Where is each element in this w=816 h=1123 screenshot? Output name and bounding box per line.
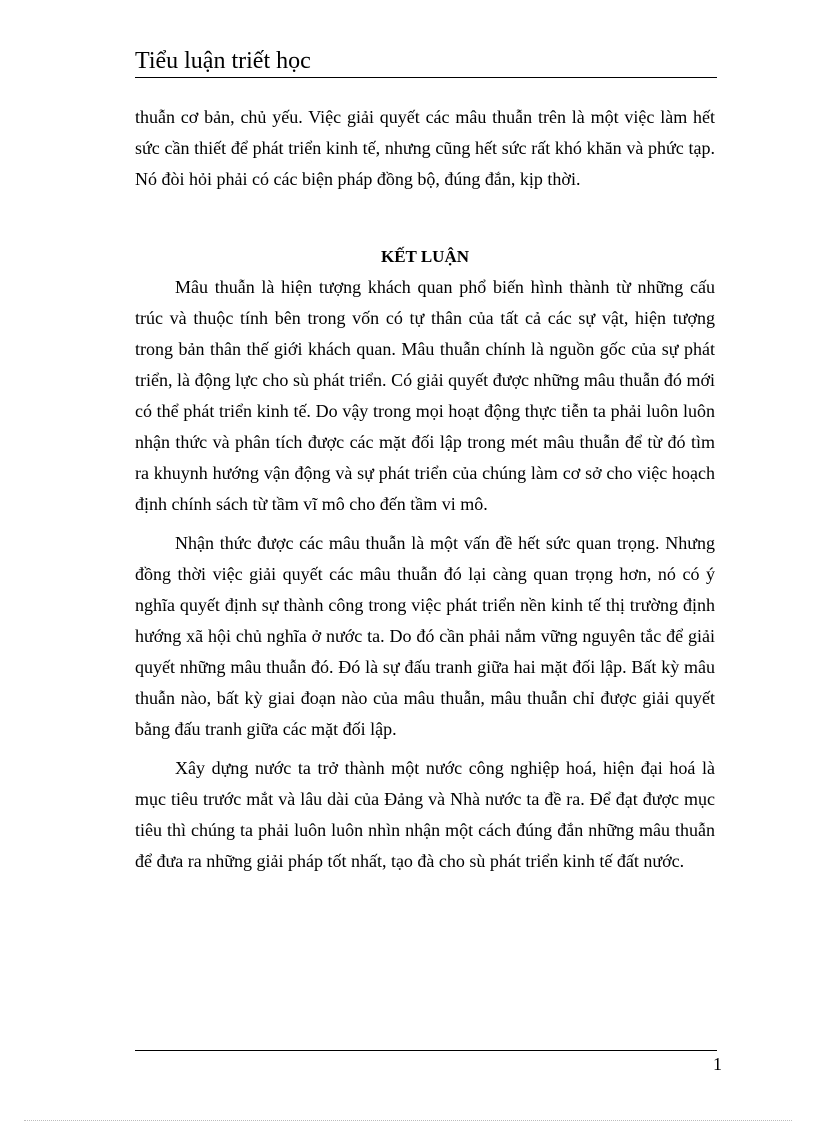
conclusion-paragraph-1: Mâu thuẫn là hiện tượng khách quan phổ biến hình thành từ những cấu trúc và thuộc tính bên trong vốn có tự thân của tất cả các sự vật, hiện tượng trong bản thân thế giới khách quan. Mâu thuẫn chính là nguồn gốc của sự phát triển, là động lực cho sù phát triển. Có giải quyết được những mâu thuẫn đó mới có thể phát triển kinh tế. Do vậy trong mọi hoạt động thực tiễn ta phải luôn luôn nhận thức và phân tích được các mặt đối lập trong mét mâu thuẫn để từ đó tìm ra khuynh hướng vận động và sự phát triển của chúng làm cơ sở cho việc hoạch định chính sách từ tầm vĩ mô cho đến tầm vi mô.: [135, 277, 715, 514]
conclusion-paragraph-3: Xây dựng nước ta trở thành một nước công nghiệp hoá, hiện đại hoá là mục tiêu trước mắt và lâu dài của Đảng và Nhà nước ta đề ra. Để đạt được mục tiêu thì chúng ta phải luôn luôn nhìn nhận một cách đúng đắn những mâu thuẫn để đưa ra những giải pháp tốt nhất, tạo đà cho sù phát triển kinh tế đất nước.: [135, 758, 715, 871]
document-header-title: Tiểu luận triết học: [135, 48, 311, 74]
header-divider: [135, 77, 717, 78]
footer-divider: [135, 1050, 717, 1051]
section-title-ket-luan: KẾT LUẬN: [380, 247, 469, 266]
conclusion-paragraph-2: Nhận thức được các mâu thuẫn là một vấn đề hết sức quan trọng. Nhưng đồng thời việc giải quyết các mâu thuẫn đó lại càng quan trọng hơn, nó có ý nghĩa quyết định sự thành công trong việc phát triển nền kinh tế thị trường định hướng xã hội chủ nghĩa ở nước ta. Do đó cần phải nắm vững nguyên tắc để giải quyết những mâu thuẫn đó. Đó là sự đấu tranh giữa hai mặt đối lập. Bất kỳ mâu thuẫn nào, bất kỳ giai đoạn nào của mâu thuẫn, mâu thuẫn chỉ được giải quyết bằng đấu tranh giữa các mặt đối lập.: [135, 533, 715, 739]
document-body: [135, 102, 715, 877]
page-number: 1: [713, 1054, 722, 1074]
intro-paragraph: thuẫn cơ bản, chủ yếu. Việc giải quyết các mâu thuẫn trên là một việc làm hết sức cần thiết để phát triển kinh tế, nhưng cũng hết sức rất khó khăn và phức tạp. Nó đòi hỏi phải có các biện pháp đồng bộ, đúng đắn, kịp thời.: [135, 107, 715, 189]
page-bottom-edge: [24, 1120, 792, 1121]
